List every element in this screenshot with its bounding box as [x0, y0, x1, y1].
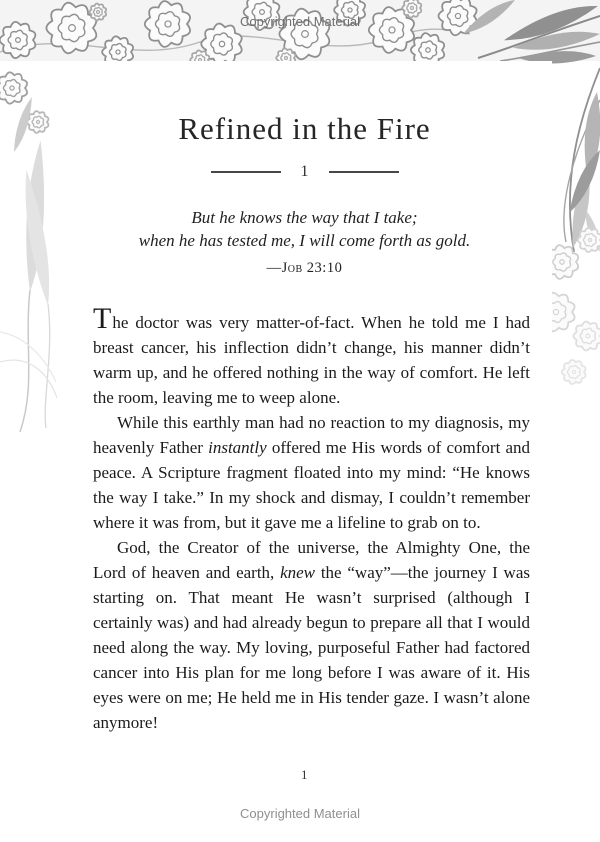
text-run: he doctor was very matter-of-fact. When he told me I had breast cancer, his inflection didn’t change, his manner didn’t warm up, and he offered nothing in the way of comfort. He left the room, leaving me to weep alone.	[93, 313, 530, 407]
epigraph-line: when he has tested me, I will come forth as gold.	[138, 231, 471, 250]
drop-cap: T	[93, 302, 113, 335]
chapter-title: Refined in the Fire	[178, 111, 431, 146]
paragraph	[93, 410, 530, 535]
italic-text: instantly	[208, 438, 267, 457]
epigraph	[57, 206, 552, 280]
page-number: 1	[301, 767, 308, 782]
text-run: God, the Creator of the universe, the Almighty One, the Lord of heaven and earth,	[93, 538, 530, 582]
chapter-number-divider	[57, 163, 552, 181]
divider-rule-right	[329, 171, 399, 173]
book-page	[57, 61, 552, 842]
epigraph-attribution: —Job 23:10	[266, 260, 343, 276]
body-text	[93, 302, 530, 735]
copyright-notice-top: Copyrighted Material	[240, 14, 360, 29]
paragraph	[93, 535, 530, 735]
text-run: While this earthly man had no reaction to my diagnosis, my heavenly Father	[93, 413, 530, 457]
epigraph-line: But he knows the way that I take;	[191, 208, 418, 227]
chapter-number: 1	[300, 163, 309, 180]
copyright-notice-bottom: Copyrighted Material	[240, 806, 360, 821]
paragraph	[93, 302, 530, 410]
divider-rule-left	[211, 171, 281, 173]
text-run: offered me His words of comfort and peace. A Scripture fragment floated into my mind: “He knows the way I take.” In my shock and dismay, I couldn’t remember where it was from, but it gave me a lifeline to grab on to.	[93, 438, 530, 532]
text-run: the “way”—the journey I was starting on. That meant He wasn’t surprised (although I certainly was) and had already begun to prepare all that I would need along the way. My loving, purposeful Father had factored cancer into His plan for me long before I was aware of it. His eyes were on me; He held me in His tender gaze. I wasn’t alone anymore!	[93, 563, 530, 732]
italic-text: knew	[280, 563, 316, 582]
